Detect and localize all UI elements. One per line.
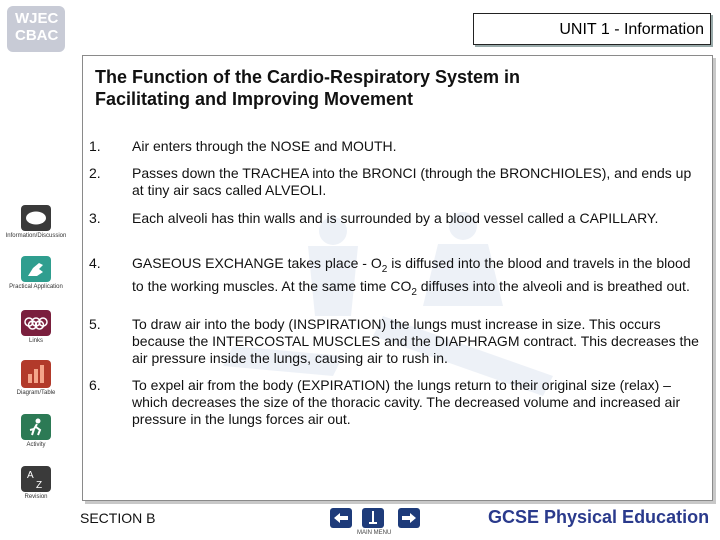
page-title: [95, 66, 615, 110]
nav-label: Diagram/Table: [16, 390, 56, 396]
item-text: Air enters through the NOSE and MOUTH.: [132, 138, 397, 154]
title-line-1: The Function of the Cardio-Respiratory System in: [95, 67, 521, 87]
nav-activity[interactable]: [4, 414, 68, 448]
next-button[interactable]: [398, 508, 420, 528]
nav-links[interactable]: [4, 310, 68, 344]
previous-button[interactable]: [330, 508, 352, 528]
pointer-icon: [367, 510, 379, 526]
bar-chart-icon: [21, 360, 51, 388]
footer-brand: GCSE Physical Education: [488, 507, 710, 527]
nav-label: Links: [28, 338, 43, 344]
olympic-rings-icon: [21, 310, 51, 336]
item-text: Each alveoli has thin walls and is surrounded by a blood vessel called a CAPILLARY.: [132, 210, 659, 226]
item-number: 6.: [89, 377, 101, 393]
item-number: 1.: [89, 138, 101, 154]
nav-information-discussion[interactable]: [4, 205, 68, 239]
arrow-left-icon: [333, 512, 349, 524]
logo-line-2: CBAC: [15, 27, 59, 44]
item-number: 2.: [89, 165, 101, 181]
nav-label: Activity: [26, 442, 46, 448]
nav-revision[interactable]: [4, 466, 68, 500]
content-panel: [82, 55, 713, 501]
item-number: 3.: [89, 210, 101, 226]
runner-icon: [21, 414, 51, 440]
wjec-cbac-logo: [7, 6, 65, 52]
nav-diagram-table[interactable]: [4, 360, 68, 396]
item-text: To draw air into the body (INSPIRATION) the lungs must increase in size. This occurs because the INTERCOSTAL MUSCLES and the DIAPHRAGM contract. This decreases the air pressure inside the lungs, causing air to rush in.: [132, 316, 699, 366]
svg-text:A: A: [27, 470, 34, 481]
item-text: GASEOUS EXCHANGE takes place - $O_2$ is diffused into the blood and travels in the blood to the working muscles. At the same time $CO_2$ diffuses into the alveoli and is breathed out.: [132, 255, 691, 298]
item-number: 4.: [89, 255, 101, 271]
logo-line-1: WJEC: [15, 10, 59, 27]
svg-text:Z: Z: [36, 480, 43, 490]
unit-header: UNIT 1 - Information: [473, 13, 711, 45]
main-menu-button[interactable]: [362, 508, 384, 528]
nav-label: Information/Discussion: [5, 233, 67, 239]
item-number: 5.: [89, 316, 101, 332]
title-line-2: Facilitating and Improving Movement: [95, 89, 414, 109]
item-text: Passes down the TRACHEA into the BRONCI (through the BRONCHIOLES), and ends up at tiny air sacs called ALVEOLI.: [132, 165, 692, 198]
main-menu-label: MAIN MENU: [357, 530, 392, 536]
arrow-right-icon: [401, 512, 417, 524]
speech-bubble-icon: [21, 205, 51, 231]
nav-label: Practical Application: [9, 284, 63, 290]
flexed-arm-icon: [21, 256, 51, 282]
a-to-z-icon: [21, 466, 51, 492]
nav-practical-application[interactable]: [4, 256, 68, 290]
section-label: SECTION B: [80, 510, 156, 526]
item-text: To expel air from the body (EXPIRATION) the lungs return to their original size (relax) – which decreases the size of the thoracic cavity. The decreased volume and increased air pressure in the lungs forces air out.: [132, 377, 681, 427]
nav-label: Revision: [24, 494, 48, 500]
